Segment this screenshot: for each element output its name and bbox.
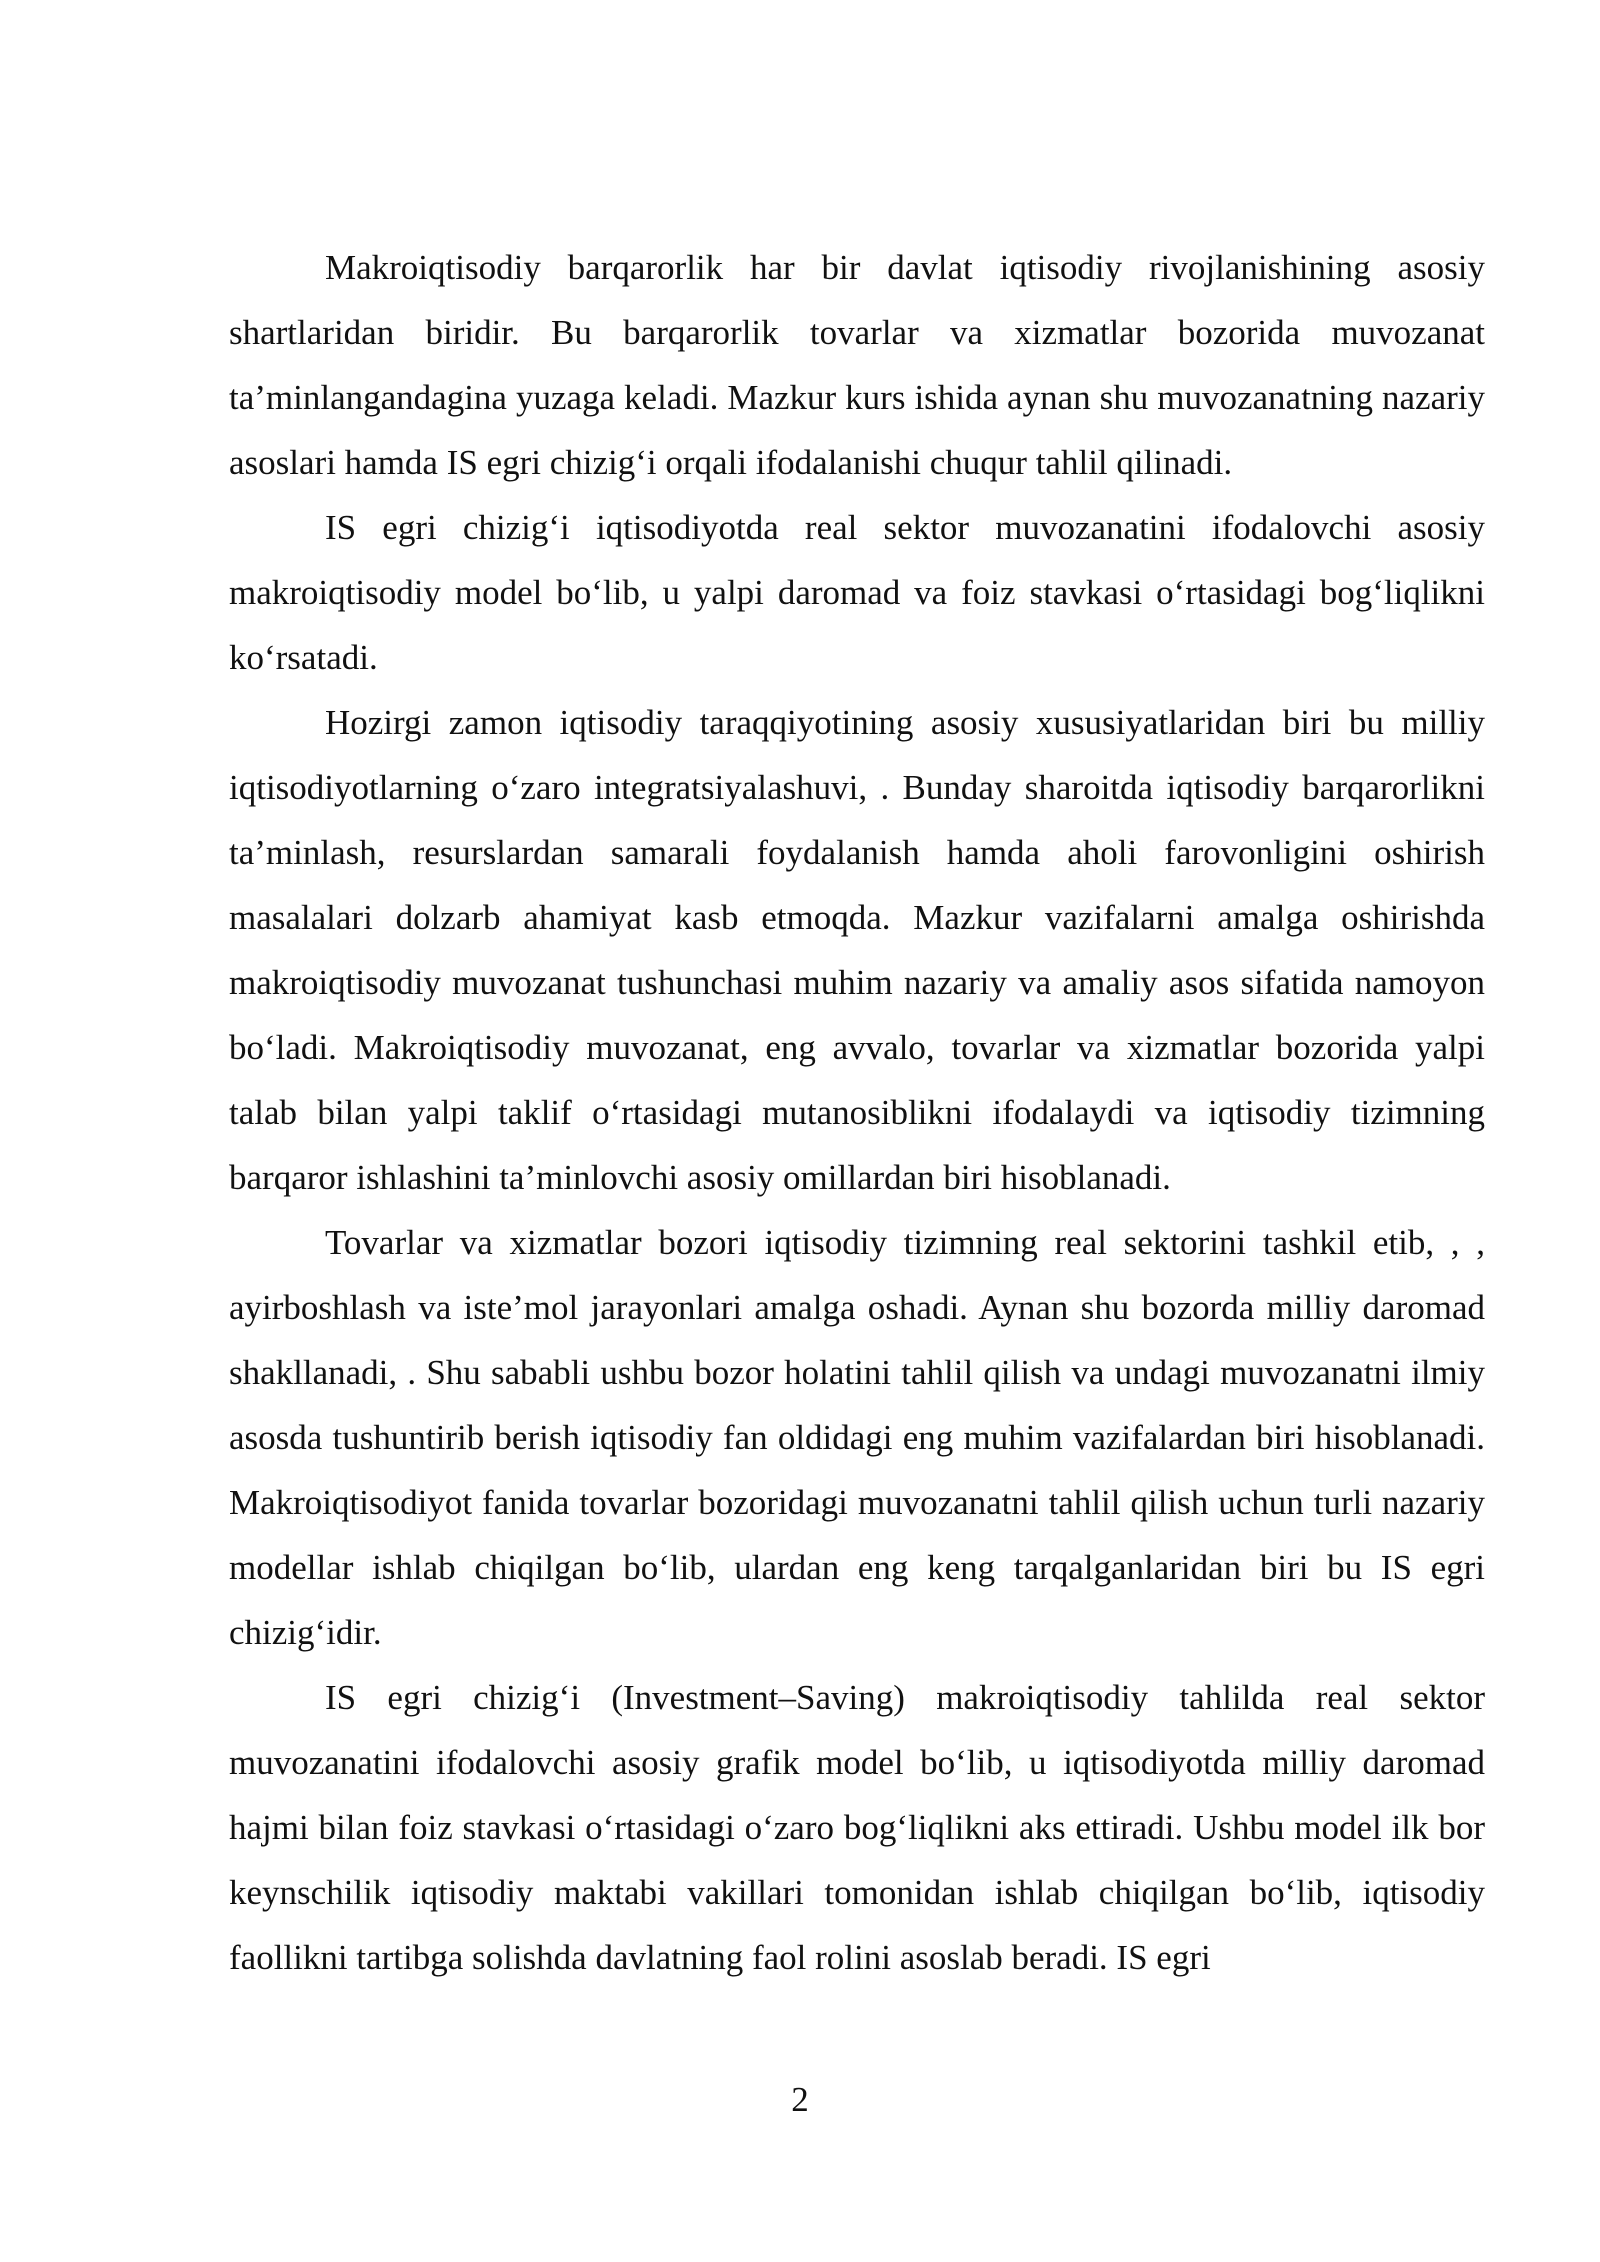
paragraph-5: IS egri chizig‘i (Investment–Saving) makroiqtisodiy tahlilda real sektor muvozanatini ifodalovchi asosiy grafik model bo‘lib, u iqtisodiyotda milliy daromad hajmi bilan foiz stavkasi o‘rtasidagi o‘zaro bog‘liqlikni aks ettiradi. Ushbu model ilk bor keynschilik iqtisodiy maktabi vakillari tomonidan ishlab chiqilgan bo‘lib, iqtisodiy faollikni tartibga solishda davlatning faol rolini asoslab beradi. IS egri xyxy=(229,1678,1485,1977)
paragraph-4: Tovarlar va xizmatlar bozori iqtisodiy tizimning real sektorini tashkil etib, , , ayirboshlash va iste’mol jarayonlari amalga oshadi. Aynan shu bozorda milliy daromad shakllanadi, . Shu sababli ushbu bozor holatini tahlil qilish va undagi muvozanatni ilmiy asosda tushuntirib berish iqtisodiy fan oldidagi eng muhim vazifalardan biri hisoblanadi. Makroiqtisodiyot fanida tovarlar bozoridagi muvozanatni tahlil qilish uchun turli nazariy modellar ishlab chiqilgan bo‘lib, ulardan eng keng tarqalganlaridan biri bu IS egri chizig‘idir. xyxy=(229,1223,1485,1652)
paragraph-2: IS egri chizig‘i iqtisodiyotda real sektor muvozanatini ifodalovchi asosiy makroiqtisodiy model bo‘lib, u yalpi daromad va foiz stavkasi o‘rtasidagi bog‘liqlikni ko‘rsatadi. xyxy=(229,508,1485,677)
paragraph-3: Hozirgi zamon iqtisodiy taraqqiyotining asosiy xususiyatlaridan biri bu milliy iqtisodiyotlarning o‘zaro integratsiyalashuvi, . Bunday sharoitda iqtisodiy barqarorlikni ta’minlash, resurslardan samarali foydalanish hamda aholi farovonligini oshirish masalalari dolzarb ahamiyat kasb etmoqda. Mazkur vazifalarni amalga oshirishda makroiqtisodiy muvozanat tushunchasi muhim nazariy va amaliy asos sifatida namoyon bo‘ladi. Makroiqtisodiy muvozanat, eng avvalo, tovarlar va xizmatlar bozorida yalpi talab bilan yalpi taklif o‘rtasidagi mutanosiblikni ifodalaydi va iqtisodiy tizimning barqaror ishlashini ta’minlovchi asosiy omillardan biri hisoblanadi. xyxy=(229,703,1485,1197)
page-number: 2 xyxy=(791,2080,809,2119)
body-text xyxy=(229,235,1485,1990)
paragraph-1: Makroiqtisodiy barqarorlik har bir davlat iqtisodiy rivojlanishining asosiy shartlaridan biridir. Bu barqarorlik tovarlar va xizmatlar bozorida muvozanat ta’minlangandagina yuzaga keladi. Mazkur kurs ishida aynan shu muvozanatning nazariy asoslari hamda IS egri chizig‘i orqali ifodalanishi chuqur tahlil qilinadi. xyxy=(229,248,1485,482)
